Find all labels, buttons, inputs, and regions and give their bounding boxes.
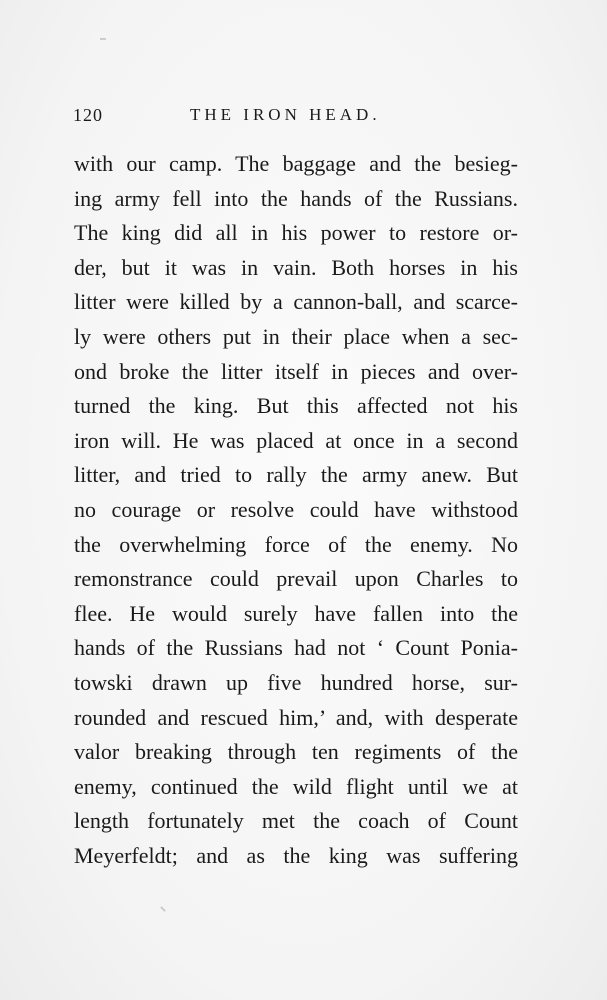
text-line: ing army fell into the hands of the Russians. bbox=[74, 185, 518, 211]
text-line: litter, and tried to rally the army anew. But bbox=[74, 462, 518, 488]
text-line: hands of the Russians had not ‘ Count Ponia- bbox=[74, 635, 518, 661]
page-number: 120 bbox=[73, 105, 103, 125]
text-line: Meyerfeldt; and as the king was suffering bbox=[74, 842, 518, 868]
text-line: iron will. He was placed at once in a second bbox=[74, 427, 518, 453]
running-title: THE IRON HEAD. bbox=[190, 105, 381, 124]
text-line: the overwhelming force of the enemy. No bbox=[74, 531, 518, 557]
text-line: ly were others put in their place when a sec- bbox=[74, 323, 518, 349]
paper-speck bbox=[160, 906, 166, 912]
text-line: ond broke the litter itself in pieces and over- bbox=[74, 358, 518, 384]
text-line: rounded and rescued him,’ and, with desperate bbox=[74, 704, 518, 730]
text-line: towski drawn up five hundred horse, sur- bbox=[74, 669, 518, 695]
text-line: enemy, continued the wild flight until we at bbox=[74, 773, 518, 799]
text-line: length fortunately met the coach of Count bbox=[74, 808, 518, 834]
text-line: turned the king. But this affected not his bbox=[74, 393, 518, 419]
text-line: with our camp. The baggage and the besieg- bbox=[74, 151, 518, 176]
text-line: flee. He would surely have fallen into the bbox=[74, 600, 518, 626]
text-line: The king did all in his power to restore or- bbox=[74, 220, 518, 246]
body-text bbox=[74, 147, 518, 873]
text-line: litter were killed by a cannon-ball, and scarce- bbox=[74, 289, 518, 315]
text-line: no courage or resolve could have withstood bbox=[74, 496, 518, 522]
text-line: remonstrance could prevail upon Charles to bbox=[74, 566, 518, 592]
text-line: der, but it was in vain. Both horses in his bbox=[74, 254, 518, 280]
text-line: valor breaking through ten regiments of the bbox=[74, 739, 518, 765]
paper-speck bbox=[100, 38, 106, 40]
